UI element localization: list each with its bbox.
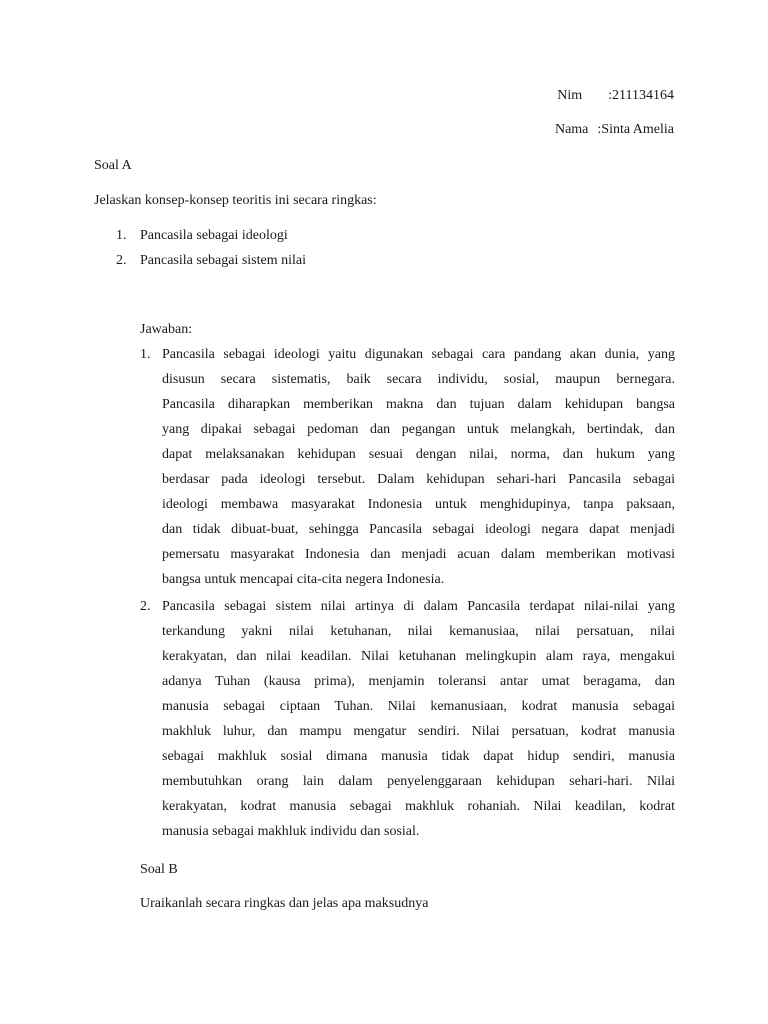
answer-line: dan tidak dibuat-buat, sehingga Pancasila sebagai ideologi negara dapat menjadi xyxy=(162,522,675,537)
answer-line: kerakyatan, kodrat manusia sebagai makhluk rohaniah. Nilai keadilan, kodrat xyxy=(162,799,675,814)
jawaban-label: Jawaban: xyxy=(140,322,193,337)
answer-line: manusia sebagai makhluk individu dan sosial. xyxy=(162,824,420,839)
soal-b-prompt: Uraikanlah secara ringkas dan jelas apa maksudnya xyxy=(140,896,429,911)
answer-line: terkandung yakni nilai ketuhanan, nilai kemanusiaa, nilai persatuan, nilai xyxy=(162,624,675,639)
answer-line: kerakyatan, dan nilai keadilan. Nilai ketuhanan melingkupin alam raya, mengakui xyxy=(162,649,675,664)
nim-value: :211134164 xyxy=(608,88,674,103)
nim-label: Nim xyxy=(557,88,583,103)
answer-line: dapat melaksanakan kehidupan sesuai dengan nilai, norma, dan hukum yang xyxy=(162,447,675,462)
answer-paragraph xyxy=(162,594,675,844)
answer-line: membutuhkan orang lain dalam penyelenggaraan kehidupan sehari-hari. Nilai xyxy=(162,774,675,789)
answer-line: makhluk luhur, dan mampu mengatur sendiri. Nilai persatuan, kodrat manusia xyxy=(162,724,675,739)
answer-number: 1. xyxy=(140,347,151,362)
list-item-number: 2. xyxy=(116,253,127,268)
answer-line: pemersatu masyarakat Indonesia dan menjadi acuan dalam memberikan motivasi xyxy=(162,547,675,562)
list-item: Pancasila sebagai ideologi xyxy=(140,228,288,243)
answer-line: berdasar pada ideologi tersebut. Dalam kehidupan sehari-hari Pancasila sebagai xyxy=(162,472,675,487)
answer-line: Pancasila sebagai ideologi yaitu digunakan sebagai cara pandang akan dunia, yang xyxy=(162,347,675,362)
soal-b-title: Soal B xyxy=(140,862,178,877)
answer-line: manusia sebagai ciptaan Tuhan. Nilai kemanusiaan, kodrat manusia sebagai xyxy=(162,699,675,714)
answer-line: Pancasila diharapkan memberikan makna dan tujuan dalam kehidupan bangsa xyxy=(162,397,675,412)
nama-value: :Sinta Amelia xyxy=(597,122,674,137)
answer-line: sebagai makhluk sosial dimana manusia tidak dapat hidup sendiri, manusia xyxy=(162,749,675,764)
answer-number: 2. xyxy=(140,599,151,614)
nim-row xyxy=(557,87,674,105)
list-item: Pancasila sebagai sistem nilai xyxy=(140,253,307,268)
answer-line: adanya Tuhan (kausa prima), menjamin toleransi antar umat beragama, dan xyxy=(162,674,675,689)
list-item-number: 1. xyxy=(116,228,127,243)
answer-line: ideologi membawa masyarakat Indonesia untuk menghidupinya, tanpa paksaan, xyxy=(162,497,675,512)
answer-line: disusun secara sistematis, baik secara individu, sosial, maupun bernegara. xyxy=(162,372,675,387)
answer-line: bangsa untuk mencapai cita-cita negera Indonesia. xyxy=(162,572,445,587)
soal-a-prompt: Jelaskan konsep-konsep teoritis ini secara ringkas: xyxy=(94,193,377,208)
nama-label: Nama xyxy=(554,122,589,137)
answer-paragraph xyxy=(162,342,675,592)
answer-line: Pancasila sebagai sistem nilai artinya di dalam Pancasila terdapat nilai-nilai yang xyxy=(162,599,675,614)
nama-row xyxy=(555,121,674,139)
soal-a-title: Soal A xyxy=(94,158,132,173)
answer-line: yang dipakai sebagai pedoman dan pegangan untuk melangkah, bertindak, dan xyxy=(162,422,675,437)
